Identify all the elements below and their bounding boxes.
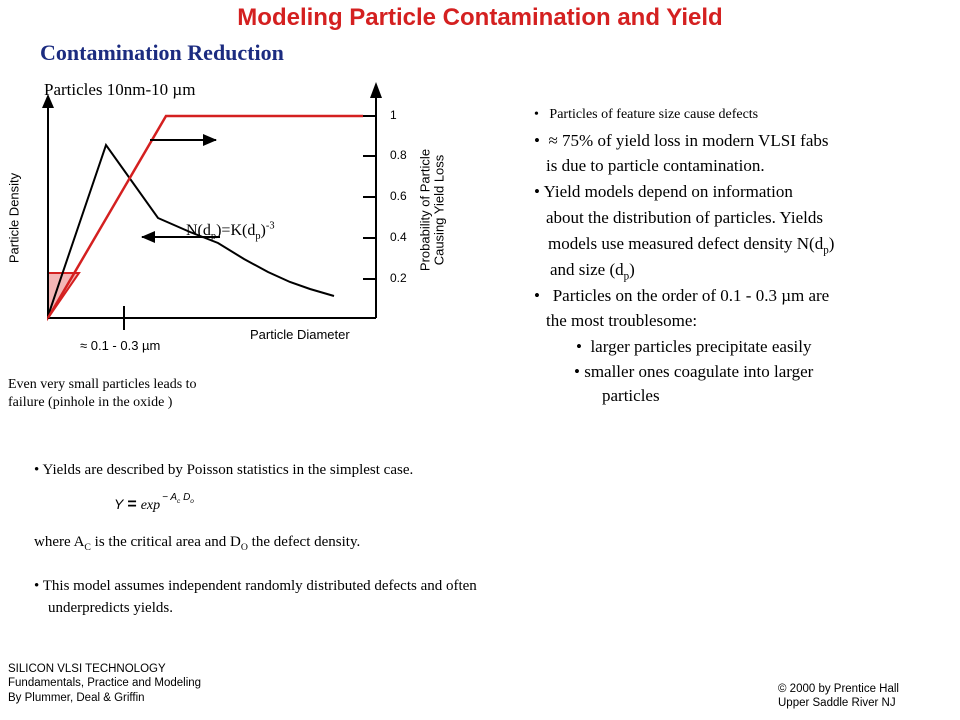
where-sub-o: O (240, 542, 248, 553)
sub-bullet-larger-text: larger particles precipitate easily (590, 337, 812, 356)
sub-bullet-larger: • larger particles precipitate easily (576, 337, 812, 356)
sub-bullet-smaller-2: particles (602, 386, 660, 405)
slide-subtitle: Contamination Reduction (40, 40, 284, 65)
bullet-yield-models-text1: Yield models depend on information (543, 182, 793, 201)
where-sub-c: C (84, 542, 91, 553)
tick-label-0-2: 0.2 (390, 271, 407, 285)
footer-right-line2: Upper Saddle River NJ (778, 697, 896, 710)
b3-line4-sub: p (623, 270, 630, 283)
tick-label-0-8: 0.8 (390, 148, 407, 162)
where-1: where A (34, 534, 85, 550)
eq-y: Y (114, 496, 124, 512)
where-line (34, 534, 360, 551)
bullet-yield-loss-text1: ≈ 75% of yield loss in modern VLSI fabs (548, 131, 829, 150)
footer-left-line1: SILICON VLSI TECHNOLOGY (8, 663, 166, 675)
chart-top-label: Particles 10nm-10 µm (44, 80, 196, 99)
b3-line3-sub: p (823, 244, 829, 257)
bullet-yield-loss-2: is due to particle contamination. (546, 156, 765, 175)
tick-label-1: 1 (390, 108, 397, 122)
right-axis-label-line1: Probability of Particle (417, 148, 433, 272)
bullet-poisson: • Yields are described by Poisson statistics in the simplest case. (34, 462, 414, 478)
bullet-model-2: underpredicts yields. (48, 600, 173, 616)
tick-label-0-4: 0.4 (390, 230, 407, 244)
right-axis-label-line2: Causing Yield Loss (431, 154, 446, 266)
formula-lead: N(d (186, 222, 211, 239)
eq-sup-c: c (177, 498, 181, 505)
curve-formula (186, 220, 275, 243)
formula-sub1: p (210, 231, 217, 243)
b3-line4-b: ) (629, 260, 635, 279)
bullet-feature-size-text: Particles of feature size cause defects (549, 107, 759, 122)
bullet-troublesome-1: • Particles on the order of 0.1 - 0.3 µm are (534, 286, 830, 305)
eq-exponent (162, 492, 194, 503)
footer-left-line3: By Plummer, Deal & Griffin (8, 691, 145, 704)
probability-curve (48, 116, 363, 318)
bullet-model-1: • This model assumes independent randomly distributed defects and often (34, 578, 477, 594)
b3-line3-b: ) (828, 234, 835, 253)
sub-bullet-smaller-text1: smaller ones coagulate into larger (584, 362, 814, 381)
chart-caption (8, 376, 197, 412)
eq-exp: exp (140, 498, 161, 513)
bullet-troublesome-2: the most troublesome: (546, 311, 698, 330)
x-marker-label: ≈ 0.1 - 0.3 µm (80, 338, 161, 353)
bullet-yield-models-1: • Yield models depend on information (534, 182, 793, 201)
bullet-yield-models-4 (550, 260, 635, 283)
bullet-troublesome-text1: Particles on the order of 0.1 - 0.3 µm are (552, 286, 830, 305)
formula-close: ) (260, 222, 266, 239)
where-2: is the critical area and D (90, 534, 241, 550)
formula-sub2: p (255, 231, 261, 243)
caption-line2: failure (pinhole in the oxide ) (8, 395, 173, 411)
eq-sup-o: o (190, 498, 194, 505)
bullet-model-text1: This model assumes independent randomly distributed defects and often (42, 578, 477, 594)
bullet-feature-size: • Particles of feature size cause defects (534, 107, 759, 122)
bullet-yield-models-2: about the distribution of particles. Yields (546, 208, 823, 227)
b3-line3-a: models use measured defect density N(d (548, 234, 824, 253)
bullet-yield-loss-1: • ≈ 75% of yield loss in modern VLSI fabs (534, 131, 829, 150)
formula-exp: -3 (265, 220, 275, 232)
formula-mid: )=K(d (216, 222, 256, 239)
b3-line4-a: and size (d (550, 260, 624, 279)
left-axis-label: Particle Density (6, 172, 22, 264)
slide-title: Modeling Particle Contamination and Yield (237, 4, 723, 31)
where-3: the defect density. (247, 534, 361, 550)
tick-label-0-6: 0.6 (390, 189, 407, 203)
footer-left (8, 662, 201, 705)
caption-line1: Even very small particles leads to (8, 377, 197, 392)
eq-equals: = (127, 496, 137, 513)
sub-bullet-smaller-1: • smaller ones coagulate into larger (574, 362, 814, 381)
bullet-poisson-text: Yields are described by Poisson statistics in the simplest case. (42, 462, 414, 478)
eq-sup-d: D (180, 492, 191, 503)
footer-right-line1: © 2000 by Prentice Hall (778, 683, 899, 695)
footer-right (778, 682, 899, 711)
footer-left-line2: Fundamentals, Practice and Modeling (8, 677, 202, 690)
x-axis-label: Particle Diameter (250, 327, 350, 342)
yield-equation (114, 492, 194, 514)
right-axis-arrow (370, 82, 382, 98)
eq-sup-a: − A (162, 492, 178, 503)
bullet-yield-models-3 (548, 234, 835, 257)
